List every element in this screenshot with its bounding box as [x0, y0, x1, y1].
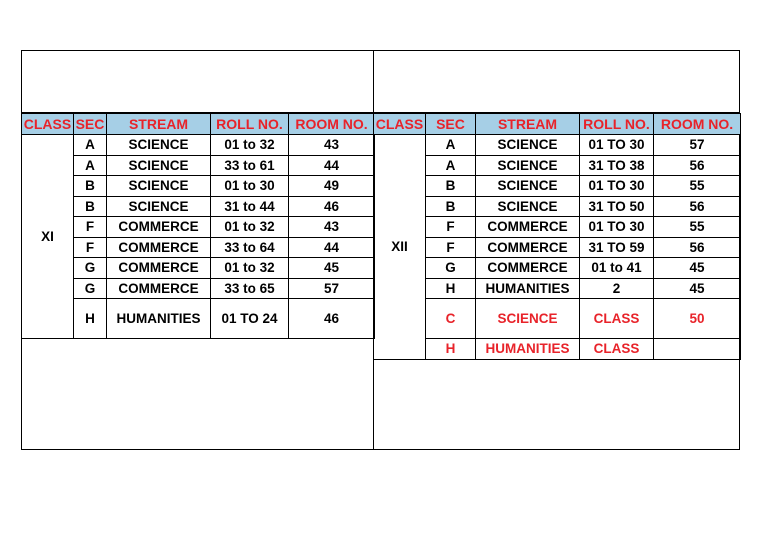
cell-stream: SCIENCE — [476, 196, 580, 217]
cell-sec: A — [74, 155, 107, 176]
table-row — [374, 339, 741, 360]
cell-stream: HUMANITIES — [107, 299, 211, 339]
cell-sec: B — [74, 196, 107, 217]
header-sec: SEC — [426, 114, 476, 135]
cell-stream: SCIENCE — [476, 299, 580, 339]
cell-roll: 31 TO 38 — [580, 155, 654, 176]
cell-stream: COMMERCE — [107, 217, 211, 238]
cell-room — [654, 339, 741, 360]
table-row — [374, 258, 741, 279]
table-row — [374, 196, 741, 217]
table-row — [374, 217, 741, 238]
cell-room: 56 — [654, 237, 741, 258]
header-sec: SEC — [74, 114, 107, 135]
cell-roll: 01 to 30 — [211, 176, 289, 197]
cell-sec: C — [426, 299, 476, 339]
table-row — [374, 299, 741, 339]
cell-roll: 01 to 32 — [211, 217, 289, 238]
cell-room: 50 — [654, 299, 741, 339]
cell-sec: F — [74, 217, 107, 238]
cell-roll: 01 TO 30 — [580, 217, 654, 238]
cell-room: 43 — [289, 135, 375, 156]
cell-room: 45 — [654, 278, 741, 299]
cell-room: 45 — [289, 258, 375, 279]
cell-stream: COMMERCE — [107, 258, 211, 279]
class-label: XI — [22, 135, 74, 339]
header-room-no: ROOM NO. — [654, 114, 741, 135]
table-row — [22, 196, 375, 217]
cell-roll: 31 to 44 — [211, 196, 289, 217]
header-roll-no: ROLL NO. — [211, 114, 289, 135]
header-roll-no: ROLL NO. — [580, 114, 654, 135]
cell-roll: 01 to 32 — [211, 258, 289, 279]
cell-stream: SCIENCE — [476, 176, 580, 197]
cell-stream: HUMANITIES — [476, 278, 580, 299]
cell-room: 56 — [654, 155, 741, 176]
cell-sec: B — [74, 176, 107, 197]
cell-roll: 33 to 61 — [211, 155, 289, 176]
cell-room: 57 — [289, 278, 375, 299]
cell-room: 46 — [289, 196, 375, 217]
header-class: CLASS — [22, 114, 74, 135]
table-row — [374, 155, 741, 176]
cell-room: 49 — [289, 176, 375, 197]
cell-sec: G — [74, 258, 107, 279]
cell-sec: F — [74, 237, 107, 258]
cell-sec: H — [426, 339, 476, 360]
cell-stream: SCIENCE — [107, 155, 211, 176]
cell-room: 44 — [289, 237, 375, 258]
cell-roll: 31 TO 59 — [580, 237, 654, 258]
cell-stream: SCIENCE — [476, 135, 580, 156]
header-class: CLASS — [374, 114, 426, 135]
cell-stream: COMMERCE — [476, 258, 580, 279]
cell-room: 43 — [289, 217, 375, 238]
class-xi-table — [21, 113, 375, 339]
table-header-row — [22, 114, 375, 135]
cell-sec: H — [426, 278, 476, 299]
cell-stream: SCIENCE — [107, 135, 211, 156]
cell-stream: SCIENCE — [107, 196, 211, 217]
cell-sec: F — [426, 237, 476, 258]
cell-roll: 01 to 32 — [211, 135, 289, 156]
cell-room: 55 — [654, 176, 741, 197]
table-row — [22, 217, 375, 238]
cell-roll: 01 TO 30 — [580, 135, 654, 156]
cell-sec: G — [74, 278, 107, 299]
cell-roll: 31 TO 50 — [580, 196, 654, 217]
table-row — [22, 278, 375, 299]
cell-stream: COMMERCE — [107, 278, 211, 299]
class-label: XII — [374, 135, 426, 360]
cell-room: 44 — [289, 155, 375, 176]
cell-roll: 01 TO 24 — [211, 299, 289, 339]
cell-stream: COMMERCE — [107, 237, 211, 258]
cell-room: 45 — [654, 258, 741, 279]
cell-stream: SCIENCE — [107, 176, 211, 197]
cell-stream: SCIENCE — [476, 155, 580, 176]
table-row — [22, 258, 375, 279]
cell-sec: H — [74, 299, 107, 339]
table-row — [22, 135, 375, 156]
table-row — [374, 278, 741, 299]
header-stream: STREAM — [107, 114, 211, 135]
class-xii-table — [373, 113, 741, 360]
cell-roll: 33 to 64 — [211, 237, 289, 258]
table-row — [22, 299, 375, 339]
cell-sec: A — [74, 135, 107, 156]
cell-sec: F — [426, 217, 476, 238]
cell-sec: A — [426, 155, 476, 176]
cell-roll: CLASS — [580, 339, 654, 360]
table-row — [22, 176, 375, 197]
header-stream: STREAM — [476, 114, 580, 135]
header-room-no: ROOM NO. — [289, 114, 375, 135]
cell-sec: G — [426, 258, 476, 279]
cell-stream: HUMANITIES — [476, 339, 580, 360]
cell-roll: 2 — [580, 278, 654, 299]
cell-roll: 33 to 65 — [211, 278, 289, 299]
cell-sec: B — [426, 196, 476, 217]
table-row — [374, 237, 741, 258]
cell-sec: B — [426, 176, 476, 197]
cell-stream: COMMERCE — [476, 217, 580, 238]
cell-stream: COMMERCE — [476, 237, 580, 258]
cell-roll: 01 to 41 — [580, 258, 654, 279]
cell-room: 55 — [654, 217, 741, 238]
table-row — [374, 135, 741, 156]
cell-roll: CLASS — [580, 299, 654, 339]
table-header-row — [374, 114, 741, 135]
table-row — [22, 155, 375, 176]
cell-room: 46 — [289, 299, 375, 339]
table-row — [374, 176, 741, 197]
cell-room: 57 — [654, 135, 741, 156]
cell-roll: 01 TO 30 — [580, 176, 654, 197]
table-row — [22, 237, 375, 258]
cell-sec: A — [426, 135, 476, 156]
cell-room: 56 — [654, 196, 741, 217]
